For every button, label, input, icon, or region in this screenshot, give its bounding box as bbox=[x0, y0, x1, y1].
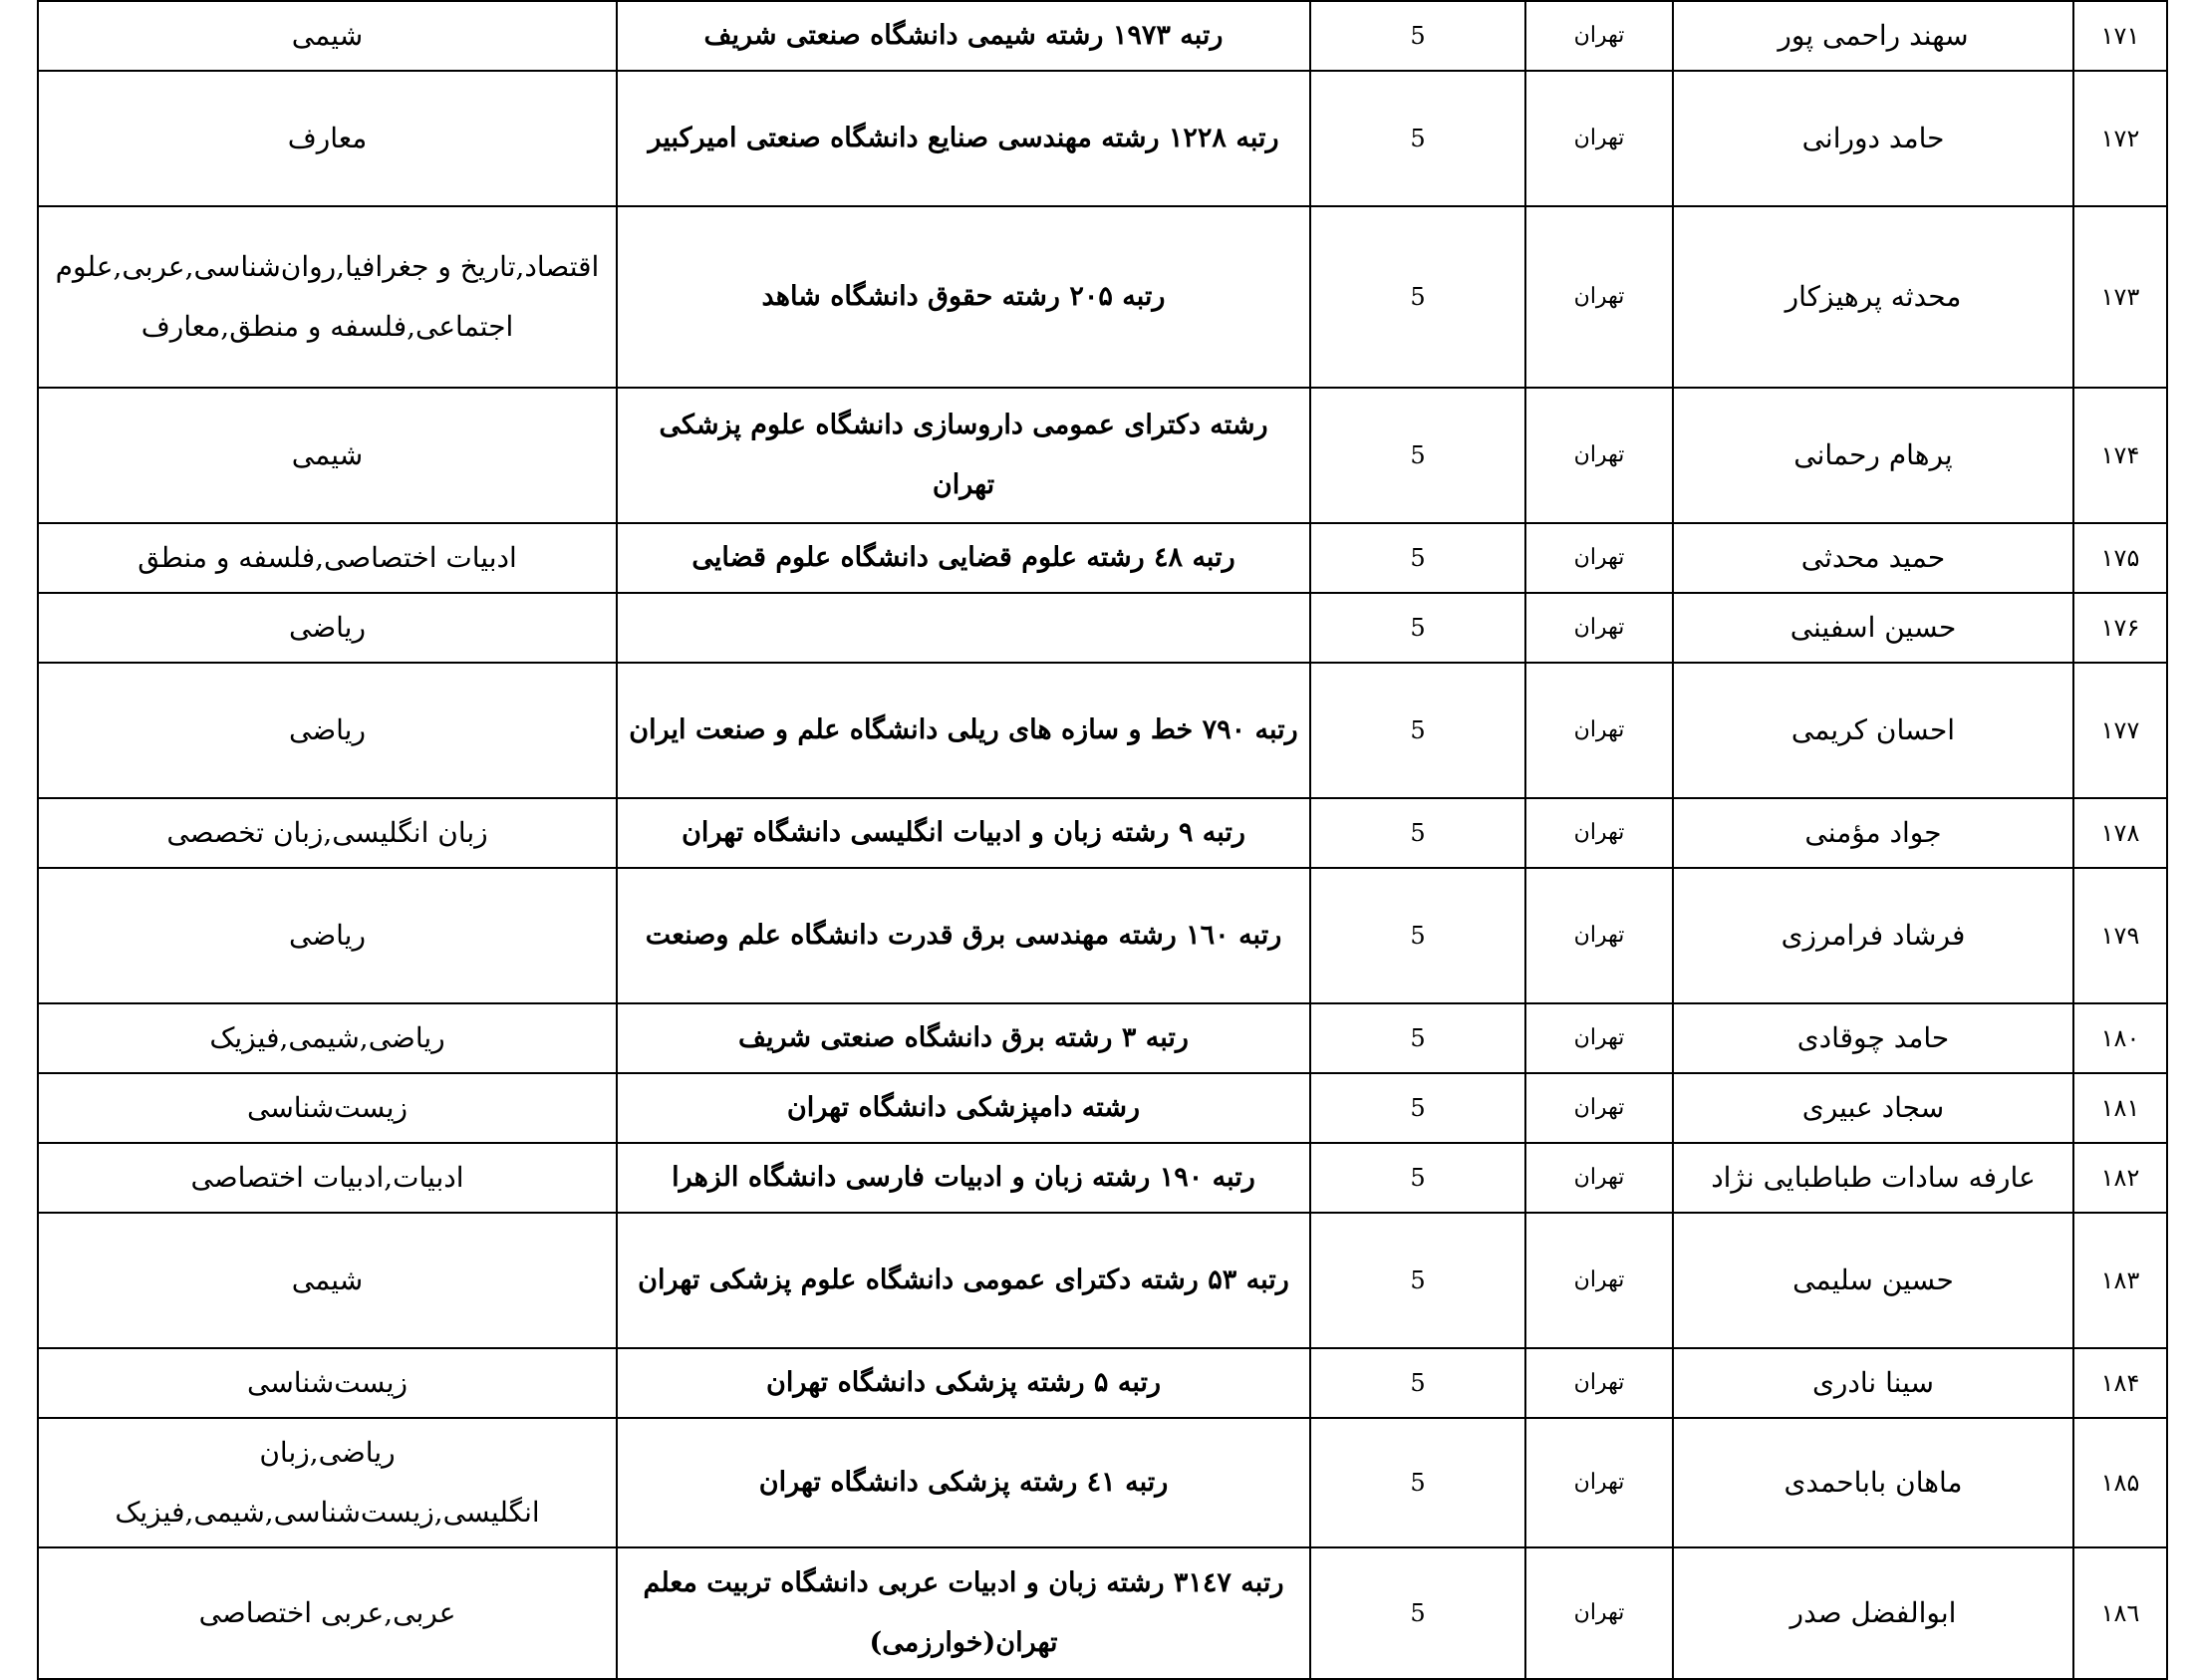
row-number-cell: ۱۸٦ bbox=[2073, 1547, 2167, 1679]
score-cell: 5 bbox=[1310, 1213, 1525, 1348]
score-cell: 5 bbox=[1310, 71, 1525, 206]
subjects-cell: ادبیات,ادبیات اختصاصی bbox=[38, 1143, 617, 1213]
subjects-cell: شیمی bbox=[38, 1213, 617, 1348]
table-row bbox=[38, 1003, 2167, 1073]
table-row bbox=[38, 388, 2167, 523]
row-number-cell: ۱۸۲ bbox=[2073, 1143, 2167, 1213]
score-cell: 5 bbox=[1310, 1, 1525, 71]
table-row bbox=[38, 1418, 2167, 1547]
row-number-cell: ۱۷۷ bbox=[2073, 663, 2167, 798]
row-number-cell: ۱۷۶ bbox=[2073, 593, 2167, 663]
name-cell: ماهان باباحمدی bbox=[1673, 1418, 2073, 1547]
table-row bbox=[38, 523, 2167, 593]
name-cell: عارفه سادات طباطبایی نژاد bbox=[1673, 1143, 2073, 1213]
row-number-cell: ۱۷۲ bbox=[2073, 71, 2167, 206]
score-cell: 5 bbox=[1310, 1348, 1525, 1418]
score-cell: 5 bbox=[1310, 868, 1525, 1003]
name-cell: حسین اسفینی bbox=[1673, 593, 2073, 663]
rank-cell: رشته دامپزشکی دانشگاه تهران bbox=[617, 1073, 1310, 1143]
city-cell: تهران bbox=[1525, 388, 1673, 523]
score-cell: 5 bbox=[1310, 1418, 1525, 1547]
city-cell: تهران bbox=[1525, 1547, 1673, 1679]
subjects-cell: عربی,عربی اختصاصی bbox=[38, 1547, 617, 1679]
name-cell: سهند راحمی پور bbox=[1673, 1, 2073, 71]
table-row bbox=[38, 868, 2167, 1003]
subjects-cell: ریاضی bbox=[38, 868, 617, 1003]
table-row bbox=[38, 1, 2167, 71]
rank-cell: رتبه ۷۹۰ خط و سازه های ریلی دانشگاه علم و صنعت ایران bbox=[617, 663, 1310, 798]
table-row bbox=[38, 1348, 2167, 1418]
subjects-cell: زیست‌شناسی bbox=[38, 1348, 617, 1418]
rank-cell: رتبه ۱٦۰ رشته مهندسی برق قدرت دانشگاه علم وصنعت bbox=[617, 868, 1310, 1003]
row-number-cell: ۱۸۰ bbox=[2073, 1003, 2167, 1073]
score-cell: 5 bbox=[1310, 663, 1525, 798]
subjects-cell: معارف bbox=[38, 71, 617, 206]
city-cell: تهران bbox=[1525, 1003, 1673, 1073]
subjects-cell: ریاضی bbox=[38, 593, 617, 663]
score-cell: 5 bbox=[1310, 523, 1525, 593]
rank-cell: رشته دکترای عمومی داروسازی دانشگاه علوم پزشکی تهران bbox=[617, 388, 1310, 523]
city-cell: تهران bbox=[1525, 663, 1673, 798]
name-cell: احسان کریمی bbox=[1673, 663, 2073, 798]
table-row bbox=[38, 593, 2167, 663]
city-cell: تهران bbox=[1525, 798, 1673, 868]
score-cell: 5 bbox=[1310, 1003, 1525, 1073]
score-cell: 5 bbox=[1310, 1547, 1525, 1679]
row-number-cell: ۱۷۴ bbox=[2073, 388, 2167, 523]
score-cell: 5 bbox=[1310, 798, 1525, 868]
row-number-cell: ۱۷۵ bbox=[2073, 523, 2167, 593]
city-cell: تهران bbox=[1525, 523, 1673, 593]
subjects-cell: زبان انگلیسی,زبان تخصصی bbox=[38, 798, 617, 868]
name-cell: حمید محدثی bbox=[1673, 523, 2073, 593]
subjects-cell: اقتصاد,تاریخ و جغرافیا,روان‌شناسی,عربی,علوم اجتماعی,فلسفه و منطق,معارف bbox=[38, 206, 617, 388]
table-row bbox=[38, 798, 2167, 868]
name-cell: ابوالفضل صدر bbox=[1673, 1547, 2073, 1679]
city-cell: تهران bbox=[1525, 1, 1673, 71]
city-cell: تهران bbox=[1525, 206, 1673, 388]
subjects-cell: ریاضی,شیمی,فیزیک bbox=[38, 1003, 617, 1073]
table-row bbox=[38, 1073, 2167, 1143]
subjects-cell: زیست‌شناسی bbox=[38, 1073, 617, 1143]
score-cell: 5 bbox=[1310, 593, 1525, 663]
name-cell: حامد دورانی bbox=[1673, 71, 2073, 206]
rank-cell: رتبه ۱۲۲۸ رشته مهندسی صنایع دانشگاه صنعتی امیرکبیر bbox=[617, 71, 1310, 206]
city-cell: تهران bbox=[1525, 868, 1673, 1003]
name-cell: پرهام رحمانی bbox=[1673, 388, 2073, 523]
name-cell: محدثه پرهیزکار bbox=[1673, 206, 2073, 388]
subjects-cell: شیمی bbox=[38, 388, 617, 523]
rank-cell: رتبه ۵ رشته پزشکی دانشگاه تهران bbox=[617, 1348, 1310, 1418]
score-cell: 5 bbox=[1310, 1073, 1525, 1143]
row-number-cell: ۱۸۵ bbox=[2073, 1418, 2167, 1547]
score-cell: 5 bbox=[1310, 206, 1525, 388]
row-number-cell: ۱۸۳ bbox=[2073, 1213, 2167, 1348]
table-row bbox=[38, 1547, 2167, 1679]
rank-cell: رتبه ٤۱ رشته پزشکی دانشگاه تهران bbox=[617, 1418, 1310, 1547]
city-cell: تهران bbox=[1525, 1073, 1673, 1143]
name-cell: سینا نادری bbox=[1673, 1348, 2073, 1418]
city-cell: تهران bbox=[1525, 1143, 1673, 1213]
table-row bbox=[38, 1213, 2167, 1348]
name-cell: سجاد عبیری bbox=[1673, 1073, 2073, 1143]
table-row bbox=[38, 663, 2167, 798]
results-table-body bbox=[38, 1, 2167, 1679]
rank-cell: رتبه ۱۹۷۳ رشته شیمی دانشگاه صنعتی شریف bbox=[617, 1, 1310, 71]
row-number-cell: ۱۷۱ bbox=[2073, 1, 2167, 71]
city-cell: تهران bbox=[1525, 1418, 1673, 1547]
rank-cell: رتبه ۳۱٤۷ رشته زبان و ادبیات عربی دانشگاه تربیت معلم تهران(خوارزمی) bbox=[617, 1547, 1310, 1679]
city-cell: تهران bbox=[1525, 593, 1673, 663]
city-cell: تهران bbox=[1525, 1213, 1673, 1348]
score-cell: 5 bbox=[1310, 1143, 1525, 1213]
row-number-cell: ۱۸۴ bbox=[2073, 1348, 2167, 1418]
table-row bbox=[38, 71, 2167, 206]
rank-cell: رتبه ۵۳ رشته دکترای عمومی دانشگاه علوم پزشکی تهران bbox=[617, 1213, 1310, 1348]
row-number-cell: ۱۸۱ bbox=[2073, 1073, 2167, 1143]
city-cell: تهران bbox=[1525, 71, 1673, 206]
subjects-cell: ادبیات اختصاصی,فلسفه و منطق bbox=[38, 523, 617, 593]
rank-cell: رتبه ۲۰۵ رشته حقوق دانشگاه شاهد bbox=[617, 206, 1310, 388]
name-cell: جواد مؤمنی bbox=[1673, 798, 2073, 868]
rank-cell: رتبه ۳ رشته برق دانشگاه صنعتی شریف bbox=[617, 1003, 1310, 1073]
name-cell: حامد چوقادی bbox=[1673, 1003, 2073, 1073]
subjects-cell: ریاضی,زبان انگلیسی,زیست‌شناسی,شیمی,فیزیک bbox=[38, 1418, 617, 1547]
row-number-cell: ۱۷۳ bbox=[2073, 206, 2167, 388]
name-cell: فرشاد فرامرزی bbox=[1673, 868, 2073, 1003]
results-table bbox=[37, 0, 2168, 1680]
row-number-cell: ۱۷۹ bbox=[2073, 868, 2167, 1003]
rank-cell: رتبه ٤۸ رشته علوم قضایی دانشگاه علوم قضایی bbox=[617, 523, 1310, 593]
subjects-cell: شیمی bbox=[38, 1, 617, 71]
subjects-cell: ریاضی bbox=[38, 663, 617, 798]
score-cell: 5 bbox=[1310, 388, 1525, 523]
row-number-cell: ۱۷۸ bbox=[2073, 798, 2167, 868]
table-row bbox=[38, 206, 2167, 388]
rank-cell bbox=[617, 593, 1310, 663]
city-cell: تهران bbox=[1525, 1348, 1673, 1418]
name-cell: حسین سلیمی bbox=[1673, 1213, 2073, 1348]
rank-cell: رتبه ۱۹۰ رشته زبان و ادبیات فارسی دانشگاه الزهرا bbox=[617, 1143, 1310, 1213]
table-row bbox=[38, 1143, 2167, 1213]
rank-cell: رتبه ۹ رشته زبان و ادبیات انگلیسی دانشگاه تهران bbox=[617, 798, 1310, 868]
